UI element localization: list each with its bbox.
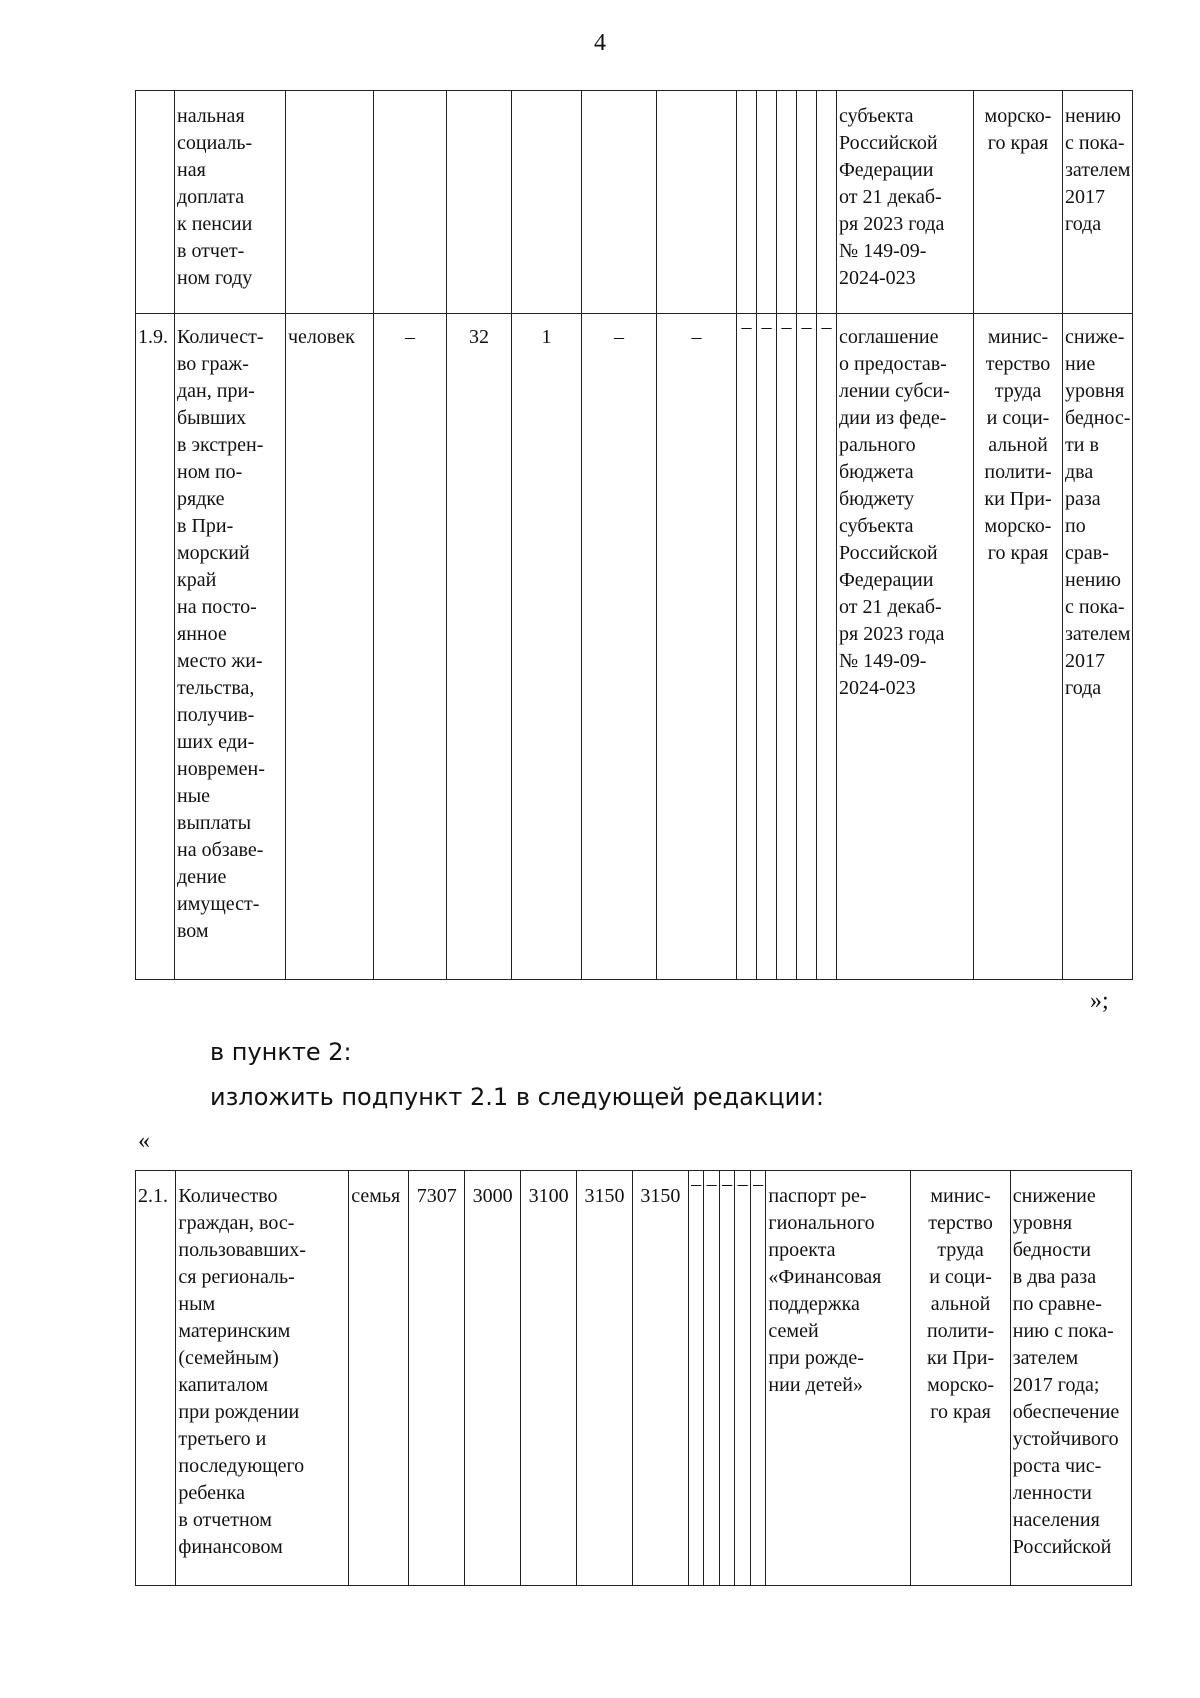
narrow-cell: – (797, 314, 817, 980)
value-cell: 3000 (465, 1171, 521, 1586)
value-cell: 3150 (577, 1171, 633, 1586)
goal-cell: сниже- ние уровня беднос- ти в два раза по срав- нению с пока- зателем 2017 года (1063, 314, 1133, 980)
narrow-cell: – (704, 1171, 720, 1586)
row-number-cell: 2.1. (136, 1171, 176, 1586)
indicators-table-part-1 (135, 90, 1133, 980)
narrow-cell: – (737, 314, 757, 980)
goal-cell: снижение уровня бедности в два раза по сравне- нию с пока- зателем 2017 года; обеспечение устойчивого роста чис- ленности населения Российской (1010, 1171, 1131, 1586)
document-cell: субъекта Российской Федерации от 21 декаб- ря 2023 года № 149-09- 2024-023 (837, 91, 974, 314)
goal-cell: нению с пока- зателем 2017 года (1063, 91, 1133, 314)
value-cell (512, 91, 582, 314)
closing-quote-mark: »; (1090, 988, 1109, 1014)
table-row (136, 1171, 1132, 1586)
indicators-table-part-2 (135, 1170, 1132, 1586)
responsible-cell: минис- терство труда и соци- альной полити- ки При- морско- го края (911, 1171, 1010, 1586)
narrow-cell: – (750, 1171, 766, 1586)
opening-quote-mark: « (138, 1128, 150, 1154)
narrow-cell: – (735, 1171, 751, 1586)
narrow-cell: – (719, 1171, 735, 1586)
row-number-cell (136, 91, 175, 314)
unit-cell: семья (349, 1171, 409, 1586)
table-row (136, 314, 1133, 980)
value-cell (657, 91, 737, 314)
value-cell (447, 91, 512, 314)
table-row (136, 91, 1133, 314)
narrow-cell (797, 91, 817, 314)
narrow-cell: – (757, 314, 777, 980)
value-cell: 32 (447, 314, 512, 980)
value-cell (374, 91, 447, 314)
indicator-name-cell: Количест- во граж- дан, при- бывших в экстрен- ном по- рядке в При- морский край на посто- янное место жи- тельства, получив- ших еди- новремен- ные выплаты на обзаве- дение имущест- вом (175, 314, 286, 980)
narrow-cell (757, 91, 777, 314)
row-number-cell: 1.9. (136, 314, 175, 980)
value-cell: – (582, 314, 657, 980)
indicator-name-cell: нальная социаль- ная доплата к пенсии в отчет- ном году (175, 91, 286, 314)
page-number: 4 (594, 30, 606, 56)
document-cell: паспорт ре- гионального проекта «Финансовая поддержка семей при рожде- нии детей» (766, 1171, 911, 1586)
value-cell: – (657, 314, 737, 980)
responsible-cell: минис- терство труда и соци- альной полити- ки При- морско- го края (974, 314, 1063, 980)
narrow-cell: – (777, 314, 797, 980)
narrow-cell (737, 91, 757, 314)
value-cell: – (374, 314, 447, 980)
indicator-name-cell: Количество граждан, вос- пользовавших- ся региональ- ным материнским (семейным) капиталом при рождении третьего и последующего ребенка в отчетном финансовом (176, 1171, 349, 1586)
value-cell: 1 (512, 314, 582, 980)
paragraph-point-2: в пункте 2: (210, 1038, 352, 1066)
narrow-cell: – (817, 314, 837, 980)
unit-cell (286, 91, 374, 314)
narrow-cell (777, 91, 797, 314)
value-cell: 3150 (632, 1171, 688, 1586)
unit-cell: человек (286, 314, 374, 980)
value-cell: 3100 (521, 1171, 577, 1586)
document-cell: соглашение о предостав- лении субси- дии из феде- рального бюджета бюджету субъекта Российской Федерации от 21 декаб- ря 2023 года № 149-09- 2024-023 (837, 314, 974, 980)
narrow-cell (817, 91, 837, 314)
paragraph-subpoint-instruction: изложить подпункт 2.1 в следующей редакции: (210, 1083, 824, 1111)
responsible-cell: морско- го края (974, 91, 1063, 314)
narrow-cell: – (688, 1171, 704, 1586)
value-cell: 7307 (409, 1171, 465, 1586)
value-cell (582, 91, 657, 314)
